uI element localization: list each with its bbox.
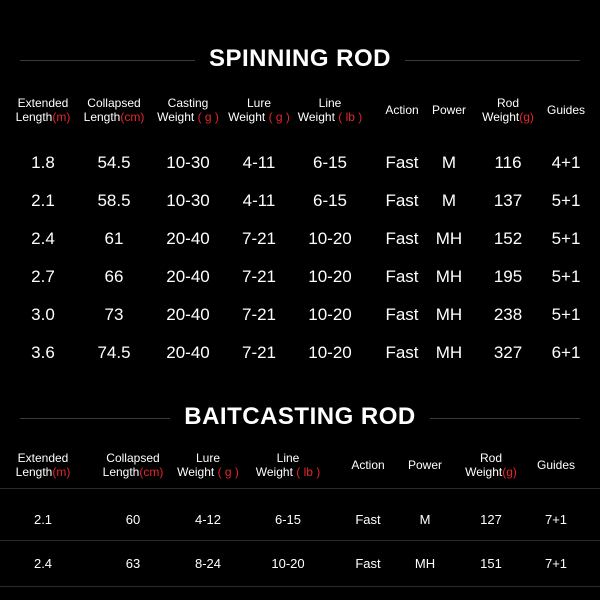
spinning-header-line1: Rod [496,96,519,110]
baitcasting-header-unit: (g) [502,465,517,479]
spinning-cell-r3-c1: 2.4 [31,229,55,248]
baitcasting-header-line1: Collapsed [106,451,160,465]
baitcasting-header-line2 [177,465,239,479]
spinning-cell-r1-c9: 4+1 [551,153,581,172]
baitcasting-header-label: Guides [536,458,576,472]
baitcasting-cell-r1-c8: 7+1 [544,512,568,527]
spinning-header-label: Length [83,110,121,124]
baitcasting-header-label: Action [351,458,385,472]
spinning-cell-r4-c4: 7-21 [241,267,277,286]
baitcasting-cell-r1-c5: Fast [355,512,381,527]
spinning-cell-r1-c2: 54.5 [97,153,131,172]
baitcasting-header-unit: ( g ) [217,465,239,479]
spinning-header-2 [84,96,145,124]
spinning-cell-r3-c2: 61 [104,229,124,248]
spinning-cell-r6-c7: MH [435,343,463,362]
baitcasting-header-line1: Rod [479,451,502,465]
spinning-header-unit: (m) [52,110,71,124]
spinning-cell-r6-c6: Fast [385,343,419,362]
baitcasting-header-line2 [537,458,575,472]
spinning-cell-r6-c9: 6+1 [551,343,581,362]
spinning-header-label: Weight [228,110,269,124]
baitcasting-header-label: Weight [255,465,297,479]
spinning-cell-r1-c4: 4-11 [242,153,276,172]
spinning-cell-r3-c3: 20-40 [166,229,210,248]
baitcasting-header-line2 [256,465,320,479]
baitcasting-header-line2 [465,465,517,479]
spinning-cell-r3-c8: 152 [493,229,523,248]
spinning-header-line2 [84,110,145,124]
baitcasting-row-divider [0,488,600,489]
spinning-cell-r4-c6: Fast [385,267,419,286]
baitcasting-header-1 [16,451,71,479]
baitcasting-header-unit: ( lb ) [296,465,321,479]
baitcasting-header-3 [177,451,239,479]
spinning-header-line1: Lure [246,96,272,110]
spinning-header-line2 [16,110,71,124]
spinning-cell-r6-c3: 20-40 [166,343,210,362]
baitcasting-cell-r2-c8: 7+1 [544,556,568,571]
spinning-cell-r1-c3: 10-30 [166,153,210,172]
spinning-cell-r6-c1: 3.6 [31,343,55,362]
spinning-cell-r2-c3: 10-30 [166,191,210,210]
spinning-header-label: Guides [546,103,586,117]
spinning-cell-r2-c4: 4-11 [242,191,276,210]
spinning-cell-r4-c3: 20-40 [166,267,210,286]
spinning-header-line2 [432,103,466,117]
baitcasting-title: BAITCASTING ROD [184,403,416,430]
baitcasting-header-8 [537,458,575,472]
spinning-header-8 [482,96,534,124]
spinning-cell-r4-c2: 66 [104,267,124,286]
baitcasting-header-7 [465,451,517,479]
spinning-header-line2 [482,110,534,124]
spinning-cell-r2-c7: M [441,191,457,210]
baitcasting-cell-r1-c4: 6-15 [274,512,302,527]
spinning-header-5 [298,96,362,124]
baitcasting-cell-r2-c2: 63 [125,556,141,571]
spinning-header-3 [157,96,219,124]
spinning-cell-r5-c3: 20-40 [166,305,210,324]
spinning-header-4 [228,96,290,124]
spinning-cell-r6-c5: 10-20 [308,343,352,362]
baitcasting-row-divider [0,586,600,587]
baitcasting-cell-r1-c7: 127 [480,512,502,527]
baitcasting-header-line1: Line [276,451,300,465]
spinning-cell-r2-c8: 137 [493,191,523,210]
spinning-header-7 [432,103,466,117]
baitcasting-header-line1: Extended [17,451,69,465]
baitcasting-header-label: Weight [177,465,218,479]
spinning-cell-r2-c2: 58.5 [97,191,131,210]
spinning-cell-r2-c6: Fast [385,191,419,210]
baitcasting-header-line2 [351,458,384,472]
spinning-cell-r4-c9: 5+1 [551,267,581,286]
spinning-cell-r6-c8: 327 [493,343,523,362]
spinning-cell-r5-c7: MH [435,305,463,324]
baitcasting-header-unit: (cm) [139,465,164,479]
baitcasting-cell-r2-c1: 2.4 [33,556,53,571]
spinning-header-unit: ( g ) [197,110,219,124]
spinning-header-line2 [298,110,362,124]
spinning-header-line1: Collapsed [87,96,141,110]
spinning-cell-r4-c5: 10-20 [308,267,352,286]
baitcasting-row-divider [0,540,600,541]
spinning-header-label: Action [385,103,419,117]
spinning-header-label: Weight [157,110,198,124]
spinning-header-line2 [547,103,585,117]
baitcasting-header-line2 [408,458,442,472]
baitcasting-cell-r2-c7: 151 [480,556,502,571]
spinning-header-9 [547,103,585,117]
spinning-cell-r4-c8: 195 [493,267,523,286]
spinning-cell-r6-c4: 7-21 [241,343,277,362]
baitcasting-header-4 [256,451,320,479]
spinning-cell-r1-c1: 1.8 [31,153,55,172]
spinning-header-line2 [228,110,290,124]
baitcasting-header-label: Length [102,465,140,479]
spinning-cell-r3-c7: MH [435,229,463,248]
spinning-cell-r2-c5: 6-15 [312,191,348,210]
baitcasting-title-line-right [430,418,580,419]
spinning-cell-r3-c6: Fast [385,229,419,248]
spinning-header-label: Length [15,110,53,124]
spinning-header-1 [16,96,71,124]
spinning-cell-r1-c5: 6-15 [312,153,348,172]
baitcasting-header-line2 [16,465,71,479]
spinning-cell-r1-c7: M [441,153,457,172]
baitcasting-header-unit: (m) [52,465,71,479]
baitcasting-cell-r2-c5: Fast [355,556,381,571]
baitcasting-header-label: Power [407,458,443,472]
baitcasting-header-5 [351,458,384,472]
baitcasting-cell-r1-c1: 2.1 [33,512,53,527]
baitcasting-cell-r2-c4: 10-20 [271,556,305,571]
spinning-header-unit: ( lb ) [338,110,363,124]
spinning-cell-r2-c9: 5+1 [551,191,581,210]
spinning-header-label: Power [431,103,467,117]
baitcasting-cell-r2-c6: MH [414,556,436,571]
spinning-cell-r1-c8: 116 [494,153,522,172]
spinning-header-label: Weight [297,110,339,124]
spinning-header-unit: (cm) [120,110,145,124]
baitcasting-header-line2 [103,465,164,479]
baitcasting-cell-r2-c3: 8-24 [194,556,222,571]
baitcasting-cell-r1-c2: 60 [125,512,141,527]
spinning-cell-r5-c9: 5+1 [551,305,581,324]
baitcasting-header-label: Length [15,465,53,479]
spinning-cell-r5-c2: 73 [104,305,124,324]
baitcasting-header-line1: Lure [195,451,221,465]
spinning-cell-r5-c1: 3.0 [31,305,55,324]
spinning-header-6 [385,103,418,117]
spinning-title-line-right [405,60,580,61]
spinning-header-label: Weight [482,110,520,124]
spinning-cell-r1-c6: Fast [385,153,419,172]
baitcasting-header-6 [408,458,442,472]
spinning-cell-r3-c9: 5+1 [551,229,581,248]
spinning-header-unit: (g) [519,110,534,124]
spinning-header-line1: Extended [17,96,69,110]
spinning-header-line1: Casting [167,96,209,110]
spinning-title: SPINNING ROD [208,45,391,72]
spinning-cell-r2-c1: 2.1 [31,191,55,210]
spinning-cell-r3-c5: 10-20 [308,229,352,248]
spinning-cell-r5-c5: 10-20 [308,305,352,324]
spinning-cell-r5-c4: 7-21 [241,305,277,324]
spinning-cell-r3-c4: 7-21 [241,229,277,248]
spinning-header-unit: ( g ) [268,110,290,124]
spinning-header-line2 [157,110,219,124]
spinning-cell-r4-c7: MH [435,267,463,286]
baitcasting-header-label: Weight [465,465,503,479]
baitcasting-cell-r1-c3: 4-12 [194,512,222,527]
baitcasting-cell-r1-c6: M [419,512,431,527]
spinning-cell-r6-c2: 74.5 [97,343,131,362]
spinning-cell-r5-c8: 238 [493,305,523,324]
spinning-header-line2 [385,103,418,117]
baitcasting-header-2 [103,451,164,479]
spinning-cell-r5-c6: Fast [385,305,419,324]
spinning-cell-r4-c1: 2.7 [31,267,55,286]
spinning-header-line1: Line [318,96,342,110]
